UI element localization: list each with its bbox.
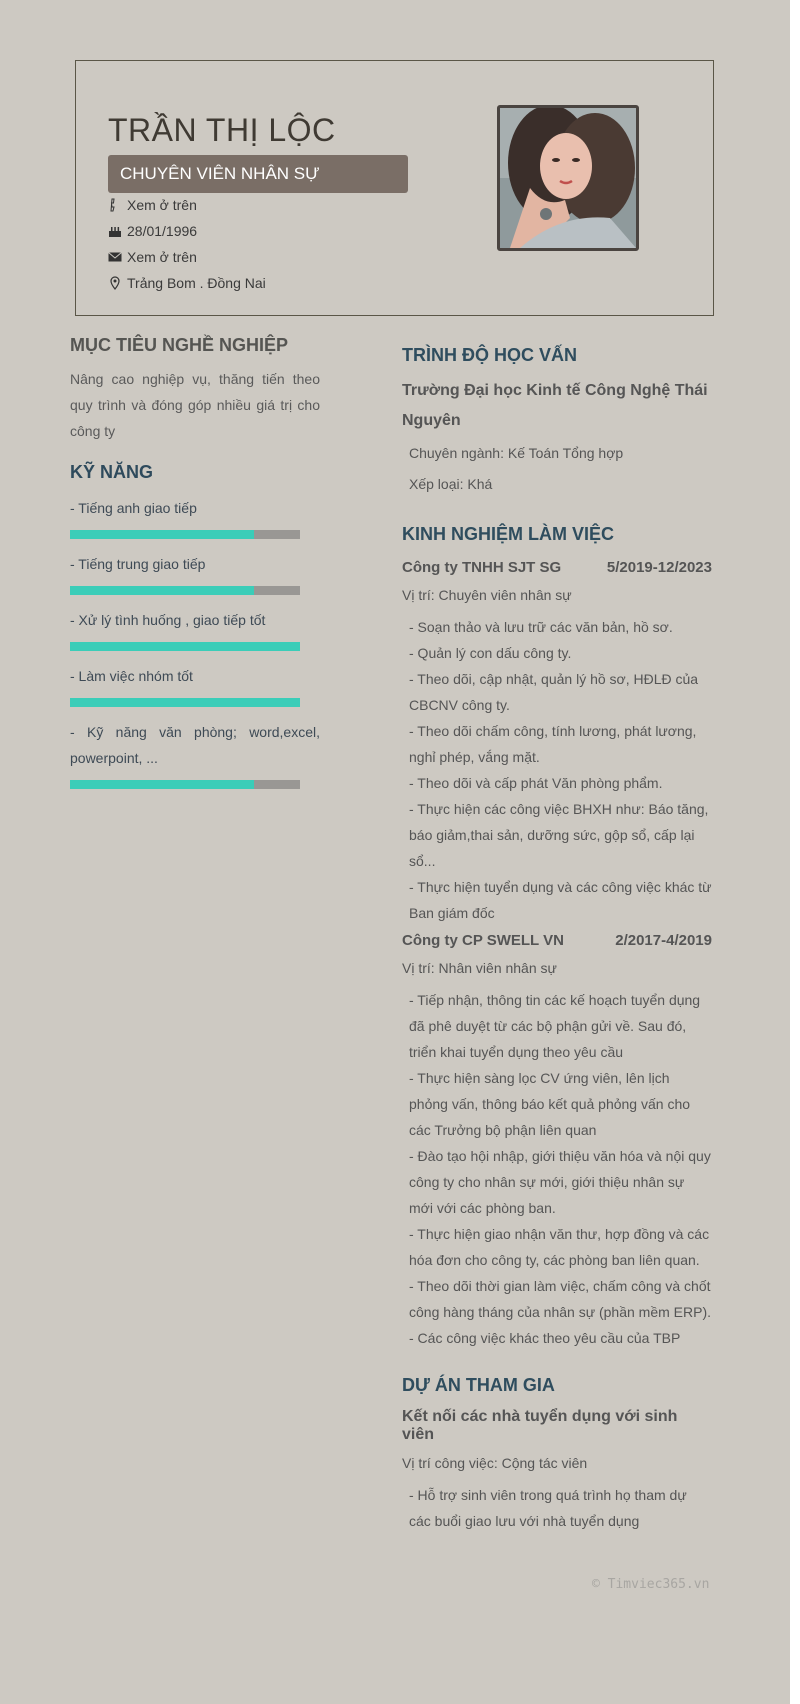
job-task: - Soạn thảo và lưu trữ các văn bản, hồ sơ.: [409, 619, 673, 635]
project-task: - Hỗ trợ sinh viên trong quá trình họ tham dự các buổi giao lưu với nhà tuyển dụng: [409, 1487, 687, 1529]
contact-birthday: [108, 223, 197, 239]
job-period: 5/2019-12/2023: [606, 559, 712, 576]
contact-phone-text: Xem ở trên: [127, 197, 197, 213]
education-grade: Xếp loại: Khá: [409, 476, 493, 492]
contact-email-text: Xem ở trên: [127, 249, 197, 265]
job-position: Vị trí: Nhân viên nhân sự: [402, 960, 557, 976]
skill-item: [70, 719, 320, 789]
job-task-list: [402, 987, 712, 1351]
job-period: 2/2017-4/2019: [615, 932, 712, 949]
right-column: [402, 345, 712, 1534]
project-task-list: [402, 1482, 712, 1534]
skill-item: [70, 495, 320, 539]
skill-bar: [70, 586, 300, 595]
skills-heading: KỸ NĂNG: [70, 462, 154, 482]
school-name: Trường Đại học Kinh tế Công Nghệ Thái Nguyên: [402, 382, 708, 429]
job-position: Vị trí: Chuyên viên nhân sự: [402, 587, 572, 603]
map-marker-icon: [108, 276, 122, 290]
job-task-list: [402, 614, 712, 926]
skill-label: - Xử lý tình huống , giao tiếp tốt: [70, 612, 266, 628]
profile-photo: [497, 105, 639, 251]
contact-email: [108, 249, 197, 265]
job-task: - Các công việc khác theo yêu cầu của TBP: [409, 1330, 681, 1346]
birthday-cake-icon: [108, 224, 122, 238]
skill-bar-fill: [70, 780, 254, 789]
skill-label: - Tiếng trung giao tiếp: [70, 556, 206, 572]
contact-address: [108, 275, 266, 291]
candidate-name: TRẦN THỊ LỘC: [108, 112, 336, 148]
skill-label: - Tiếng anh giao tiếp: [70, 500, 197, 516]
skill-item: [70, 607, 320, 651]
education-heading: TRÌNH ĐỘ HỌC VẤN: [402, 345, 577, 365]
job-task: - Theo dõi và cấp phát Văn phòng phẩm.: [409, 775, 663, 791]
skill-label: - Kỹ năng văn phòng; word,excel, powerpoint, ...: [70, 724, 320, 766]
skill-bar: [70, 698, 300, 707]
phone-icon: [108, 198, 122, 212]
skill-item: [70, 551, 320, 595]
skill-item: [70, 663, 320, 707]
job-task: - Thực hiện giao nhận văn thư, hợp đồng và các hóa đơn cho công ty, các phòng ban liên quan.: [409, 1226, 710, 1268]
job-company: Công ty TNHH SJT SG: [402, 559, 562, 576]
job-task: - Tiếp nhận, thông tin các kế hoạch tuyển dụng đã phê duyệt từ các bộ phận gửi về. Sau đó, triển khai tuyển dụng theo yêu cầu: [409, 992, 701, 1060]
watermark: © Timviec365.vn: [592, 1577, 710, 1592]
skill-bar: [70, 530, 300, 539]
skill-bar: [70, 780, 300, 789]
job-entry: [402, 932, 712, 1351]
job-task: - Đào tạo hội nhập, giới thiệu văn hóa và nội quy công ty cho nhân sự mới, giới thiệu nhân sự mới với các phòng ban.: [409, 1148, 711, 1216]
skill-bar-fill: [70, 642, 300, 651]
skill-label: - Làm việc nhóm tốt: [70, 668, 193, 684]
skill-bar-fill: [70, 698, 300, 707]
envelope-icon: [108, 250, 122, 264]
job-title-badge: CHUYÊN VIÊN NHÂN SỰ: [108, 155, 408, 193]
job-entry: [402, 559, 712, 926]
contact-birthday-text: 28/01/1996: [127, 223, 198, 239]
projects-heading: DỰ ÁN THAM GIA: [402, 1375, 555, 1395]
left-column: [70, 335, 320, 789]
skill-bar: [70, 642, 300, 651]
contact-address-text: Trảng Bom . Đồng Nai: [127, 275, 266, 291]
job-task: - Thực hiện các công việc BHXH như: Báo tăng, báo giảm,thai sản, dưỡng sức, gộp sổ, cấp lại sổ...: [409, 801, 709, 869]
project-name: Kết nối các nhà tuyển dụng với sinh viên: [402, 1408, 678, 1443]
job-task: - Quản lý con dấu công ty.: [409, 645, 572, 661]
skill-bar-fill: [70, 530, 254, 539]
job-header: [402, 559, 712, 576]
job-task: - Thực hiện tuyển dụng và các công việc khác từ Ban giám đốc: [409, 879, 712, 921]
job-task: - Theo dõi, cập nhật, quản lý hồ sơ, HĐLĐ của CBCNV công ty.: [409, 671, 699, 713]
experience-heading: KINH NGHIỆM LÀM VIỆC: [402, 524, 615, 544]
skill-bar-fill: [70, 586, 254, 595]
job-task: - Theo dõi chấm công, tính lương, phát lương, nghỉ phép, vắng mặt.: [409, 723, 697, 765]
job-company: Công ty CP SWELL VN: [402, 932, 564, 949]
profile-photo-image: [500, 108, 636, 248]
job-header: [402, 932, 712, 949]
education-major: Chuyên ngành: Kế Toán Tổng hợp: [409, 445, 624, 461]
objective-text: Nâng cao nghiệp vụ, thăng tiến theo quy trình và đóng góp nhiều giá trị cho công ty: [70, 371, 320, 439]
objective-heading: MỤC TIÊU NGHỀ NGHIỆP: [70, 335, 289, 355]
contact-phone: [108, 197, 197, 213]
job-task: - Theo dõi thời gian làm việc, chấm công và chốt công hàng tháng của nhân sự (phần mềm ERP).: [409, 1278, 711, 1320]
project-position: Vị trí công việc: Cộng tác viên: [402, 1455, 588, 1471]
job-task: - Thực hiện sàng lọc CV ứng viên, lên lịch phỏng vấn, thông báo kết quả phỏng vấn cho các Trưởng bộ phận liên quan: [409, 1070, 691, 1138]
